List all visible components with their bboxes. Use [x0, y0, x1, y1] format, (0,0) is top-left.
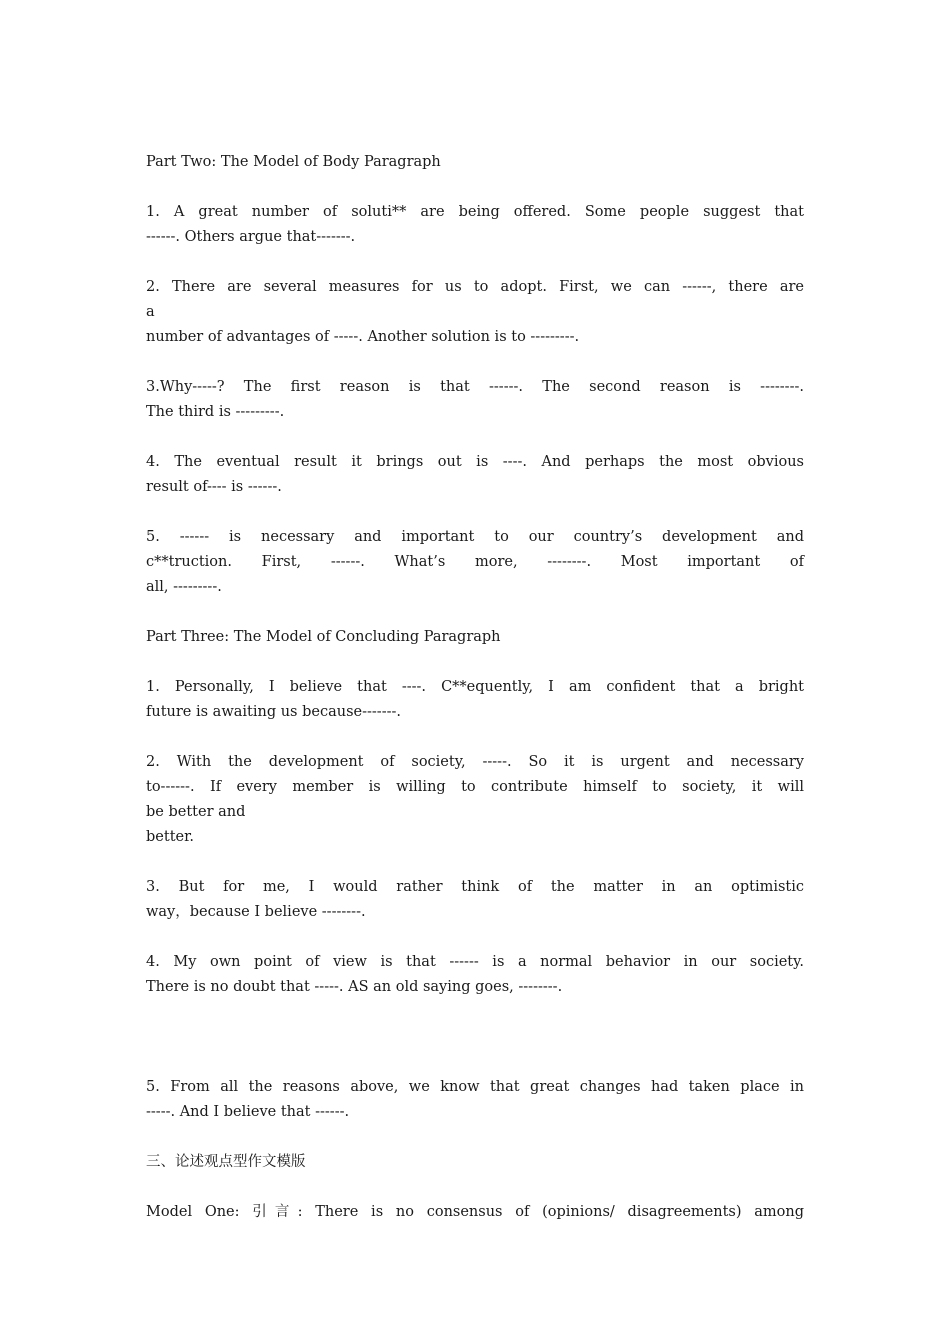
text-line: way，because I believe --------.	[146, 904, 366, 920]
text-line: to------. If every member is willing to contribute himself to society, it will	[146, 779, 804, 795]
blank-line	[146, 1175, 804, 1200]
text-line: number of advantages of -----. Another solution is to ---------.	[146, 329, 580, 345]
text-line: future is awaiting us because-------.	[146, 704, 401, 720]
text-line: c**truction. First, ------. What’s more, --------. Most important of	[146, 554, 804, 570]
text-line: 4. The eventual result it brings out is ----. And perhaps the most obvious	[146, 454, 804, 470]
text-line: 2. There are several measures for us to adopt. First, we can ------, there are	[146, 279, 804, 295]
document-body	[146, 150, 804, 1225]
blank-line	[146, 925, 804, 950]
text-line: -----. And I believe that ------.	[146, 1104, 350, 1120]
text-line: a	[146, 304, 155, 320]
section-heading: Part Three: The Model of Concluding Paragraph	[146, 629, 501, 645]
blank-line	[146, 850, 804, 875]
text-line: 4. My own point of view is that ------ is a normal behavior in our society.	[146, 954, 804, 970]
text-line: Model One: 引言: There is no consensus of (opinions/ disagreements) among	[146, 1204, 804, 1220]
text-line: 3.Why-----? The first reason is that ------. The second reason is --------.	[146, 379, 804, 395]
blank-line	[146, 1050, 804, 1075]
text-line: The third is ---------.	[146, 404, 285, 420]
blank-line	[146, 500, 804, 525]
blank-line	[146, 650, 804, 675]
text-line: 3. But for me, I would rather think of the matter in an optimistic	[146, 879, 804, 895]
blank-line	[146, 425, 804, 450]
blank-line	[146, 175, 804, 200]
section-heading: 三、论述观点型作文模版	[146, 1154, 306, 1170]
text-line: There is no doubt that -----. AS an old saying goes, --------.	[146, 979, 563, 995]
text-line: 5. From all the reasons above, we know that great changes had taken place in	[146, 1079, 804, 1095]
blank-line	[146, 1125, 804, 1150]
text-line: result of---- is ------.	[146, 479, 282, 495]
text-line: better.	[146, 829, 195, 845]
text-line: ------. Others argue that-------.	[146, 229, 356, 245]
blank-line	[146, 1025, 804, 1050]
section-heading: Part Two: The Model of Body Paragraph	[146, 154, 441, 170]
blank-line	[146, 600, 804, 625]
text-line: 1. Personally, I believe that ----. C**equently, I am confident that a bright	[146, 679, 804, 695]
blank-line	[146, 1000, 804, 1025]
text-line: 1. A great number of soluti** are being offered. Some people suggest that	[146, 204, 804, 220]
blank-line	[146, 725, 804, 750]
text-line: 5. ------ is necessary and important to our country’s development and	[146, 529, 804, 545]
text-line: 2. With the development of society, -----. So it is urgent and necessary	[146, 754, 804, 770]
text-line: all, ---------.	[146, 579, 222, 595]
blank-line	[146, 350, 804, 375]
text-line: be better and	[146, 804, 246, 820]
blank-line	[146, 250, 804, 275]
